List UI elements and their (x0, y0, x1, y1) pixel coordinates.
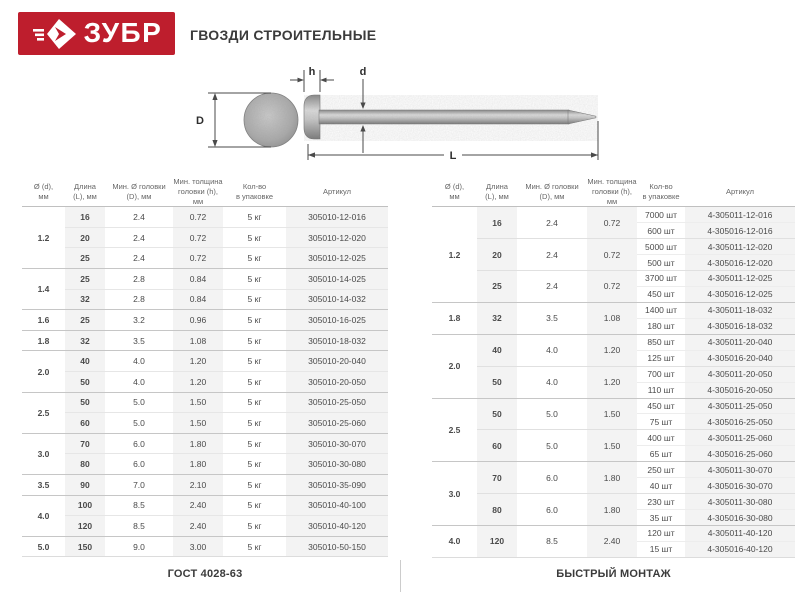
cell-head-diameter: 5.0 (105, 413, 173, 434)
cell-package-qty: 850 шт (637, 334, 685, 350)
cell-head-thickness: 0.72 (587, 271, 637, 303)
cell-head-diameter: 2.4 (517, 239, 587, 271)
cell-head-thickness: 0.72 (173, 248, 223, 269)
cell-length: 120 (65, 516, 105, 537)
cell-length: 60 (65, 413, 105, 434)
cell-sku: 305010-40-100 (286, 495, 388, 516)
cell-sku: 4-305011-12-025 (685, 271, 795, 287)
cell-sku: 305010-25-050 (286, 392, 388, 413)
cell-package-qty: 5 кг (223, 289, 286, 310)
cell-length: 25 (477, 271, 517, 303)
cell-length: 40 (477, 334, 517, 366)
table-row (432, 462, 795, 478)
cell-sku: 305010-40-120 (286, 516, 388, 537)
table-row (22, 351, 388, 372)
cell-package-qty: 450 шт (637, 286, 685, 302)
brand-logo (18, 12, 175, 55)
cell-sku: 4-305016-18-032 (685, 318, 795, 334)
cell-head-thickness: 1.80 (173, 433, 223, 454)
header-row (22, 177, 388, 207)
spec-table-quick-mount (432, 177, 795, 558)
cell-sku: 4-305011-20-040 (685, 334, 795, 350)
cell-head-thickness: 0.84 (173, 289, 223, 310)
cell-head-diameter: 3.5 (105, 330, 173, 351)
cell-sku: 305010-30-070 (286, 433, 388, 454)
table-row (432, 207, 795, 223)
header-row (432, 177, 795, 207)
cell-package-qty: 500 шт (637, 255, 685, 271)
cell-length: 40 (65, 351, 105, 372)
cell-length: 70 (65, 433, 105, 454)
cell-sku: 4-305016-25-060 (685, 446, 795, 462)
cell-length: 60 (477, 430, 517, 462)
cell-head-thickness: 2.10 (173, 474, 223, 495)
column-header: Мин. толщина головки (h), мм (587, 177, 637, 206)
cell-head-thickness: 1.20 (587, 334, 637, 366)
cell-package-qty: 40 шт (637, 478, 685, 494)
cell-package-qty: 5 кг (223, 474, 286, 495)
cell-length: 25 (65, 310, 105, 331)
cell-sku: 4-305011-30-070 (685, 462, 795, 478)
table-row (22, 474, 388, 495)
cell-length: 16 (65, 207, 105, 228)
cell-length: 50 (65, 372, 105, 393)
nail-head-top-view (244, 93, 298, 147)
cell-package-qty: 5 кг (223, 227, 286, 248)
table-row (22, 330, 388, 351)
cell-package-qty: 120 шт (637, 526, 685, 542)
cell-head-thickness: 1.50 (173, 413, 223, 434)
cell-sku: 4-305016-40-120 (685, 541, 795, 557)
cell-length: 32 (65, 289, 105, 310)
column-header: Кол-во в упаковке (223, 177, 286, 207)
cell-package-qty: 75 шт (637, 414, 685, 430)
cell-sku: 4-305011-20-050 (685, 366, 795, 382)
cell-head-diameter: 8.5 (105, 516, 173, 537)
nail-side-view (304, 95, 598, 141)
cell-package-qty: 5 кг (223, 433, 286, 454)
cell-sku: 305010-35-090 (286, 474, 388, 495)
dim-label-L: L (449, 150, 457, 162)
cell-length: 80 (477, 494, 517, 526)
cell-diameter: 1.6 (22, 310, 65, 331)
table-row (22, 372, 388, 393)
cell-package-qty: 5 кг (223, 330, 286, 351)
cell-sku: 305010-20-050 (286, 372, 388, 393)
cell-length: 90 (65, 474, 105, 495)
cell-package-qty: 5 кг (223, 351, 286, 372)
cell-sku: 305010-12-025 (286, 248, 388, 269)
table-row (22, 289, 388, 310)
cell-head-diameter: 7.0 (105, 474, 173, 495)
cell-package-qty: 5000 шт (637, 239, 685, 255)
cell-head-diameter: 8.5 (105, 495, 173, 516)
table-row (432, 366, 795, 382)
column-header: Длина (L), мм (477, 177, 517, 207)
table-row (22, 392, 388, 413)
cell-package-qty: 400 шт (637, 430, 685, 446)
cell-package-qty: 5 кг (223, 536, 286, 557)
cell-sku: 305010-18-032 (286, 330, 388, 351)
table-row (22, 207, 388, 228)
page-title: ГВОЗДИ СТРОИТЕЛЬНЫЕ (190, 27, 377, 43)
cell-diameter: 3.5 (22, 474, 65, 495)
cell-head-thickness: 1.08 (173, 330, 223, 351)
cell-head-diameter: 3.5 (517, 302, 587, 334)
spec-table-gost (22, 177, 388, 557)
cell-sku: 305010-12-020 (286, 227, 388, 248)
cell-head-thickness: 1.20 (173, 351, 223, 372)
cell-head-thickness: 3.00 (173, 536, 223, 557)
cell-sku: 4-305016-25-050 (685, 414, 795, 430)
cell-head-thickness: 1.20 (173, 372, 223, 393)
table-row (432, 271, 795, 287)
cell-package-qty: 250 шт (637, 462, 685, 478)
cell-sku: 305010-20-040 (286, 351, 388, 372)
cell-head-thickness: 1.80 (587, 494, 637, 526)
cell-head-diameter: 6.0 (517, 494, 587, 526)
cell-head-diameter: 6.0 (517, 462, 587, 494)
cell-head-thickness: 2.40 (173, 495, 223, 516)
cell-sku: 4-305011-12-020 (685, 239, 795, 255)
cell-head-diameter: 6.0 (105, 454, 173, 475)
table-row (22, 454, 388, 475)
cell-head-thickness: 1.80 (587, 462, 637, 494)
cell-package-qty: 5 кг (223, 495, 286, 516)
cell-package-qty: 5 кг (223, 372, 286, 393)
cell-length: 150 (65, 536, 105, 557)
cell-sku: 4-305011-25-050 (685, 398, 795, 414)
cell-package-qty: 110 шт (637, 382, 685, 398)
cell-head-diameter: 4.0 (517, 366, 587, 398)
cell-head-thickness: 1.50 (587, 398, 637, 430)
cell-package-qty: 5 кг (223, 454, 286, 475)
column-header: Длина (L), мм (65, 177, 105, 207)
cell-length: 80 (65, 454, 105, 475)
column-header: Ø (d), мм (22, 177, 65, 207)
cell-sku: 4-305016-20-040 (685, 350, 795, 366)
cell-package-qty: 5 кг (223, 207, 286, 228)
table-row (22, 269, 388, 290)
cell-head-thickness: 0.96 (173, 310, 223, 331)
cell-package-qty: 5 кг (223, 516, 286, 537)
cell-head-thickness: 2.40 (173, 516, 223, 537)
cell-head-thickness: 0.84 (173, 269, 223, 290)
cell-sku: 4-305016-12-025 (685, 286, 795, 302)
table-row (22, 536, 388, 557)
cell-length: 25 (65, 269, 105, 290)
cell-head-diameter: 2.4 (105, 207, 173, 228)
cell-diameter: 2.0 (432, 334, 477, 398)
cell-head-diameter: 8.5 (517, 526, 587, 558)
cell-package-qty: 5 кг (223, 310, 286, 331)
table-row (22, 227, 388, 248)
cell-sku: 4-305016-30-070 (685, 478, 795, 494)
table-row (432, 494, 795, 510)
cell-diameter: 4.0 (432, 526, 477, 558)
cell-head-diameter: 2.4 (105, 248, 173, 269)
table-row (432, 239, 795, 255)
table-row (22, 413, 388, 434)
dim-label-D: D (196, 115, 204, 127)
cell-package-qty: 230 шт (637, 494, 685, 510)
cell-length: 20 (477, 239, 517, 271)
cell-head-diameter: 9.0 (105, 536, 173, 557)
cell-sku: 4-305011-30-080 (685, 494, 795, 510)
cell-head-diameter: 2.8 (105, 269, 173, 290)
column-header: Артикул (286, 177, 388, 207)
cell-package-qty: 125 шт (637, 350, 685, 366)
cell-package-qty: 35 шт (637, 510, 685, 526)
cell-head-thickness: 0.72 (173, 207, 223, 228)
table-row (22, 516, 388, 537)
cell-sku: 305010-16-025 (286, 310, 388, 331)
cell-head-diameter: 2.8 (105, 289, 173, 310)
cell-package-qty: 1400 шт (637, 302, 685, 318)
cell-package-qty: 600 шт (637, 223, 685, 239)
cell-length: 100 (65, 495, 105, 516)
cell-head-thickness: 1.20 (587, 366, 637, 398)
cell-sku: 4-305011-18-032 (685, 302, 795, 318)
cell-length: 32 (65, 330, 105, 351)
cell-sku: 305010-50-150 (286, 536, 388, 557)
cell-diameter: 3.0 (432, 462, 477, 526)
cell-head-thickness: 2.40 (587, 526, 637, 558)
cell-head-thickness: 0.72 (173, 227, 223, 248)
cell-head-diameter: 2.4 (105, 227, 173, 248)
cell-sku: 4-305016-12-020 (685, 255, 795, 271)
zubr-bison-icon (31, 18, 77, 50)
cell-length: 50 (65, 392, 105, 413)
cell-sku: 4-305016-30-080 (685, 510, 795, 526)
cell-length: 20 (65, 227, 105, 248)
dim-label-d: d (359, 66, 367, 78)
cell-diameter: 1.4 (22, 269, 65, 310)
footer-gost-standard: ГОСТ 4028-63 (167, 568, 243, 580)
cell-diameter: 2.0 (22, 351, 65, 392)
cell-diameter: 3.0 (22, 433, 65, 474)
cell-length: 70 (477, 462, 517, 494)
cell-head-thickness: 0.72 (587, 239, 637, 271)
cell-package-qty: 180 шт (637, 318, 685, 334)
cell-package-qty: 5 кг (223, 248, 286, 269)
cell-package-qty: 65 шт (637, 446, 685, 462)
cell-diameter: 5.0 (22, 536, 65, 557)
cell-head-diameter: 6.0 (105, 433, 173, 454)
nail-diagram (190, 62, 610, 167)
cell-head-diameter: 5.0 (517, 430, 587, 462)
cell-head-diameter: 3.2 (105, 310, 173, 331)
cell-length: 32 (477, 302, 517, 334)
footer-divider (400, 560, 401, 592)
cell-head-diameter: 4.0 (517, 334, 587, 366)
brand-text: ЗУБР (83, 16, 163, 48)
cell-package-qty: 3700 шт (637, 271, 685, 287)
cell-length: 50 (477, 366, 517, 398)
cell-head-diameter: 5.0 (105, 392, 173, 413)
cell-head-diameter: 5.0 (517, 398, 587, 430)
cell-diameter: 4.0 (22, 495, 65, 536)
cell-package-qty: 450 шт (637, 398, 685, 414)
table-row (432, 334, 795, 350)
cell-diameter: 1.2 (22, 207, 65, 269)
cell-sku: 4-305011-12-016 (685, 207, 795, 223)
cell-head-thickness: 0.72 (587, 207, 637, 239)
table-row (22, 433, 388, 454)
cell-head-diameter: 2.4 (517, 207, 587, 239)
cell-diameter: 1.2 (432, 207, 477, 303)
table-row (432, 398, 795, 414)
cell-diameter: 2.5 (432, 398, 477, 462)
table-row (432, 430, 795, 446)
cell-sku: 4-305016-12-016 (685, 223, 795, 239)
cell-package-qty: 5 кг (223, 392, 286, 413)
cell-length: 120 (477, 526, 517, 558)
column-header: Мин. толщина головки (h), мм (173, 177, 223, 206)
cell-package-qty: 5 кг (223, 269, 286, 290)
cell-head-diameter: 4.0 (105, 372, 173, 393)
cell-diameter: 2.5 (22, 392, 65, 433)
dim-label-h: h (308, 66, 316, 78)
cell-sku: 305010-14-032 (286, 289, 388, 310)
cell-package-qty: 7000 шт (637, 207, 685, 223)
column-header: Артикул (685, 177, 795, 207)
table-row (22, 248, 388, 269)
cell-diameter: 1.8 (22, 330, 65, 351)
cell-sku: 305010-25-060 (286, 413, 388, 434)
dimension-h (290, 66, 334, 92)
cell-head-thickness: 1.08 (587, 302, 637, 334)
cell-head-thickness: 1.80 (173, 454, 223, 475)
cell-length: 50 (477, 398, 517, 430)
cell-package-qty: 700 шт (637, 366, 685, 382)
cell-length: 25 (65, 248, 105, 269)
cell-sku: 305010-30-080 (286, 454, 388, 475)
cell-sku: 305010-14-025 (286, 269, 388, 290)
cell-diameter: 1.8 (432, 302, 477, 334)
cell-length: 16 (477, 207, 517, 239)
table-row (22, 310, 388, 331)
cell-package-qty: 5 кг (223, 413, 286, 434)
table-row (432, 302, 795, 318)
cell-head-diameter: 2.4 (517, 271, 587, 303)
column-header: Мин. Ø головки (D), мм (517, 177, 587, 207)
cell-head-diameter: 4.0 (105, 351, 173, 372)
footer-quick-mount: БЫСТРЫЙ МОНТАЖ (556, 568, 671, 580)
cell-sku: 4-305011-25-060 (685, 430, 795, 446)
table-row (432, 526, 795, 542)
column-header: Мин. Ø головки (D), мм (105, 177, 173, 207)
column-header: Ø (d), мм (432, 177, 477, 207)
cell-package-qty: 15 шт (637, 541, 685, 557)
cell-sku: 4-305016-20-050 (685, 382, 795, 398)
cell-sku: 305010-12-016 (286, 207, 388, 228)
table-row (22, 495, 388, 516)
cell-head-thickness: 1.50 (173, 392, 223, 413)
cell-sku: 4-305011-40-120 (685, 526, 795, 542)
column-header: Кол-во в упаковке (637, 177, 685, 207)
cell-head-thickness: 1.50 (587, 430, 637, 462)
